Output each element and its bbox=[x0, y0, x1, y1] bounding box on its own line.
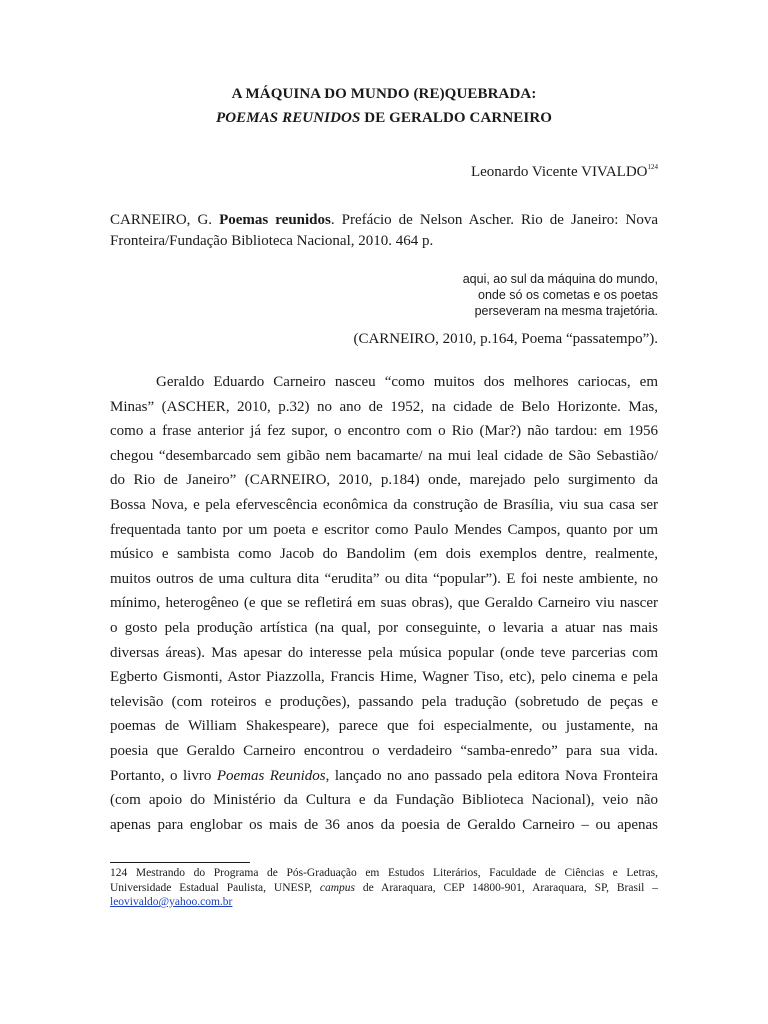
body-line: chegou “desembarcado sem gibão nem bacamarte/ na mui leal cidade de São Sebastião/ bbox=[110, 447, 658, 464]
body-line bbox=[110, 764, 658, 789]
ref-prefix: CARNEIRO, G. bbox=[110, 212, 220, 228]
body-line: apenas para englobar os mais de 36 anos da poesia de Geraldo Carneiro – ou apenas bbox=[110, 816, 658, 833]
footnote-line: 124 Mestrando do Programa de Pós-Graduação em Estudos Literários, Faculdade de Ciências e Letras, bbox=[110, 867, 658, 879]
body-text: Portanto, o livro bbox=[110, 767, 217, 784]
body-line: músico e sambista como Jacob do Bandolim (em dois exemplos dentre, realmente, bbox=[110, 546, 658, 563]
author-name: Leonardo Vicente VIVALDO bbox=[470, 164, 648, 180]
body-line: Egberto Gismonti, Astor Piazzolla, Francis Hime, Wagner Tiso, etc), pelo cinema e pela bbox=[110, 669, 658, 686]
body-line: Bossa Nova, e pela efervescência econômica da construção de Brasília, viu sua casa ser bbox=[110, 496, 658, 513]
body-line: televisão (com roteiros e produções), passando pela tradução (sobretudo de peças e bbox=[110, 693, 658, 710]
body-line: muitos outros de uma cultura dita “erudita” ou dita “popular”). E foi neste ambiente, no bbox=[110, 570, 658, 587]
epigraph-line: onde só os cometas e os poetas bbox=[478, 288, 658, 302]
article-title-line1: A MÁQUINA DO MUNDO (RE)QUEBRADA: bbox=[231, 86, 537, 102]
body-line: poemas de William Shakespeare), parece que foi especialmente, ou justamente, na bbox=[110, 718, 658, 735]
epigraph-line: perseveram na mesma trajetória. bbox=[474, 304, 658, 318]
body-line: frequentada tanto por um poeta e escritor como Paulo Mendes Campos, quanto por um bbox=[110, 521, 658, 538]
body-line: o gosto pela produção artística (na qual, por conseguinte, o levaria a atuar nas mais bbox=[110, 619, 658, 636]
ref-book-title: Poemas reunidos bbox=[219, 212, 331, 228]
bibliographic-reference bbox=[110, 210, 658, 252]
email-link[interactable]: leovivaldo@yahoo.com.br bbox=[110, 896, 233, 908]
footnote-text: Universidade Estadual Paulista, UNESP, bbox=[110, 881, 320, 894]
ref-rest: . Prefácio de Nelson Ascher. Rio de Janeiro: Nova Fronteira/Fundação Biblioteca Nacional, 2010. 464 p. bbox=[110, 212, 658, 249]
author-line bbox=[471, 163, 658, 181]
body-line: poesia que Geraldo Carneiro encontrou o verdadeiro “samba-enredo” para sua vida. bbox=[110, 742, 658, 759]
article-title-line2 bbox=[0, 110, 768, 127]
body-line: diversas áreas). Mas apesar do interesse pela música popular (onde teve parcerias com bbox=[110, 644, 658, 661]
body-text: , lançado no ano passado pela editora Nova Fronteira bbox=[325, 767, 658, 784]
footnote-separator bbox=[110, 862, 250, 863]
footnote-line bbox=[110, 881, 658, 896]
epigraph bbox=[463, 271, 658, 319]
book-title-italic: POEMAS REUNIDOS bbox=[215, 110, 361, 126]
epigraph-line: aqui, ao sul da máquina do mundo, bbox=[462, 272, 658, 286]
book-title-italic: Poemas Reunidos bbox=[216, 767, 326, 784]
footnote-mark[interactable]: 124 bbox=[647, 163, 658, 171]
epigraph-citation: (CARNEIRO, 2010, p.164, Poema “passatempo”). bbox=[353, 331, 658, 347]
footnote-text: de Araraquara, CEP 14800-901, Araraquara, SP, Brasil – bbox=[355, 881, 658, 894]
body-line: mínimo, heterogêneo (e que se refletirá em suas obras), que Geraldo Carneiro viu nascer bbox=[110, 595, 658, 612]
body-line: do Rio de Janeiro” (CARNEIRO, 2010, p.184) onde, marejado pelo surgimento da bbox=[110, 472, 658, 489]
footnote-line bbox=[110, 895, 658, 910]
body-line: Minas” (ASCHER, 2010, p.32) no ano de 1952, na cidade de Belo Horizonte. Mas, bbox=[110, 398, 658, 415]
body-paragraph bbox=[110, 370, 658, 837]
footnote bbox=[110, 866, 658, 910]
footnote-italic: campus bbox=[319, 881, 355, 894]
body-line: Geraldo Eduardo Carneiro nasceu “como muitos dos melhores cariocas, em bbox=[156, 374, 658, 390]
body-line: como a frase anterior já fez supor, o encontro com o Rio (Mar?) não tardou: em 1956 bbox=[110, 423, 658, 440]
body-line: (com apoio do Ministério da Cultura e da Fundação Biblioteca Nacional), veio não bbox=[110, 792, 658, 809]
title-rest: DE GERALDO CARNEIRO bbox=[360, 110, 553, 126]
